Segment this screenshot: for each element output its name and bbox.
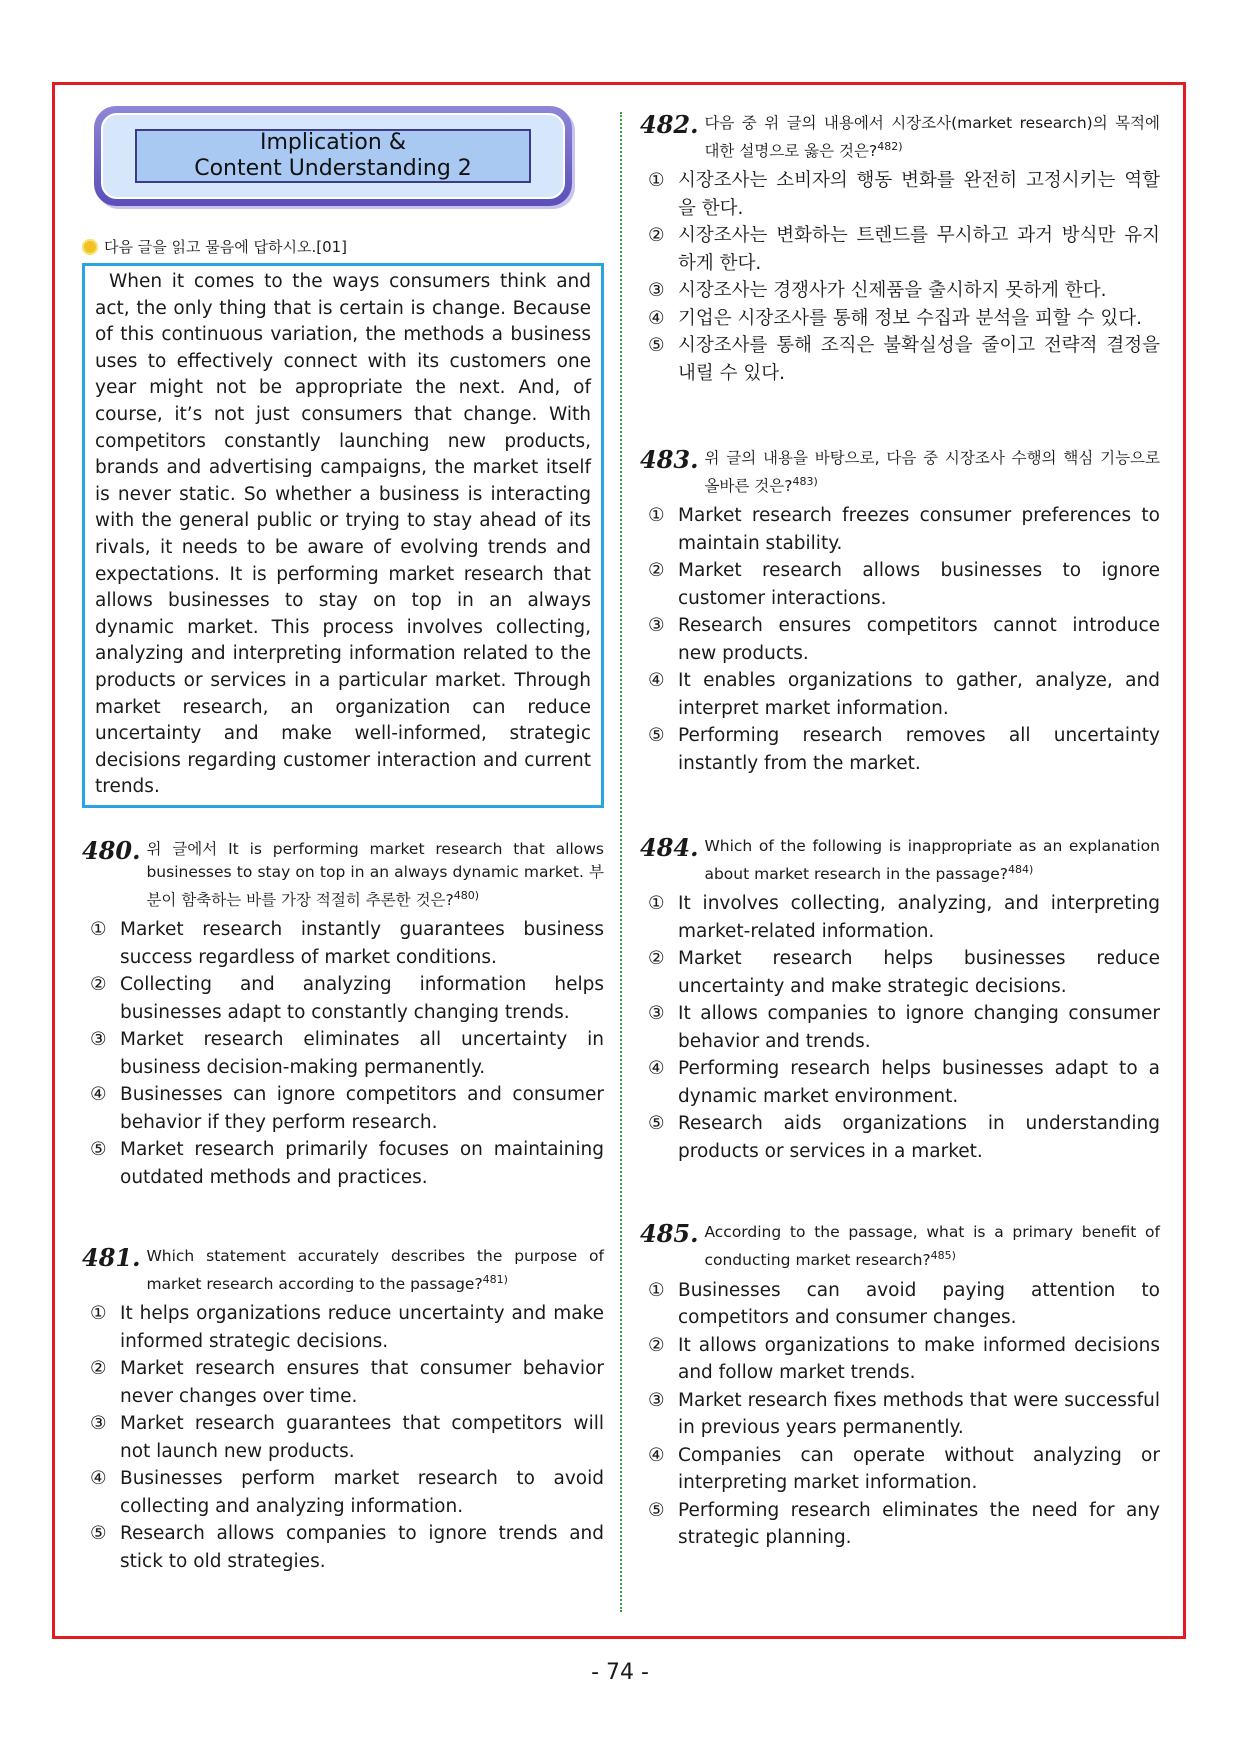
option-1[interactable]: ① Market research freezes consumer preferences to maintain stability.	[648, 505, 1160, 554]
title-badge	[94, 106, 572, 206]
question-480: 480. 위 글에서 It is performing market research that allows businesses to stay on top in an always dynamic market. 부분이 함축하는 바를 가장 적절히 추론한 것은?$^{480)}$ ① Market research instantly guarantees business success regardless of market conditions. ② Collecting and analyzing information helps businesses adapt to constantly changing trends. ③ Market research eliminates all uncertainty in business decision-making permanently. ④ Businesses can ignore competitors and consumer behavior if they perform research. ⑤ Market research primarily focuses on maintaining outdated methods and practices.	[82, 838, 604, 1191]
option-2[interactable]: ② Market research helps businesses reduce uncertainty and make strategic decisions.	[648, 948, 1160, 997]
option-5[interactable]: ⑤ Performing research removes all uncertainty instantly from the market.	[648, 725, 1160, 774]
question-number: 483.	[640, 445, 699, 475]
option-2[interactable]: ② Market research allows businesses to ignore customer interactions.	[648, 560, 1160, 609]
option-2[interactable]: ② 시장조사는 변화하는 트렌드를 무시하고 과거 방식만 유지하게 한다.	[648, 225, 1160, 274]
option-1[interactable]: ① Market research instantly guarantees business success regardless of market conditions.	[90, 919, 604, 968]
options-list	[640, 890, 1160, 1165]
options-list	[640, 1277, 1160, 1552]
page-title: Implication & Content Understanding 2	[194, 130, 472, 181]
option-4[interactable]: ④ It enables organizations to gather, analyze, and interpret market information.	[648, 670, 1160, 719]
question-484: 484. Which of the following is inappropriate as an explanation about market research in the passage?$^{484)}$ ① It involves collecting, analyzing, and interpreting market-related information. ② Market research helps businesses reduce uncertainty and make strategic decisions. ③ It allows companies to ignore changing consumer behavior and trends. ④ Performing research helps businesses adapt to a dynamic market environment. ⑤ Research aids organizations in understanding products or services in a market.	[640, 835, 1160, 1165]
option-4[interactable]: ④ Businesses can ignore competitors and consumer behavior if they perform research.	[90, 1084, 604, 1133]
option-2[interactable]: ② Market research ensures that consumer behavior never changes over time.	[90, 1358, 604, 1407]
options-list	[640, 502, 1160, 777]
option-5[interactable]: ⑤ 시장조사를 통해 조직은 불확실성을 줄이고 전략적 결정을 내릴 수 있다.	[648, 335, 1160, 384]
option-5[interactable]: ⑤ Research aids organizations in understanding products or services in a market.	[648, 1113, 1160, 1162]
option-4[interactable]: ④ Companies can operate without analyzing or interpreting market information.	[648, 1444, 1160, 1494]
column-divider	[620, 112, 622, 1612]
question-number: 481.	[82, 1243, 141, 1273]
option-3[interactable]: ③ Market research fixes methods that were successful in previous years permanently.	[648, 1389, 1160, 1439]
option-1[interactable]: ① 시장조사는 소비자의 행동 변화를 완전히 고정시키는 역할을 한다.	[648, 170, 1160, 219]
question-text: According to the passage, what is a primary benefit of conducting market research?	[704, 1223, 1160, 1270]
question-text: Which of the following is inappropriate as an explanation about market research in the passage?	[704, 837, 1160, 884]
option-4[interactable]: ④ 기업은 시장조사를 통해 정보 수집과 분석을 피할 수 있다.	[648, 307, 1142, 329]
question-text: 위 글의 내용을 바탕으로, 다음 중 시장조사 수행의 핵심 기능으로 올바른 것은?	[704, 449, 1160, 496]
option-3[interactable]: ③ It allows companies to ignore changing consumer behavior and trends.	[648, 1003, 1160, 1052]
question-483: 483. 위 글의 내용을 바탕으로, 다음 중 시장조사 수행의 핵심 기능으로 올바른 것은?$^{483)}$ ① Market research freezes consumer preferences to maintain stability. ② Market research allows businesses to ignore customer interactions. ③ Research ensures competitors cannot introduce new products. ④ It enables organizations to gather, analyze, and interpret market information. ⑤ Performing research removes all uncertainty instantly from the market.	[640, 447, 1160, 777]
instruction: 다음 글을 읽고 물음에 답하시오.[01]	[82, 236, 604, 257]
option-2[interactable]: ② It allows organizations to make informed decisions and follow market trends.	[648, 1334, 1160, 1384]
option-5[interactable]: ⑤ Performing research eliminates the need for any strategic planning.	[648, 1499, 1160, 1549]
option-2[interactable]: ② Collecting and analyzing information helps businesses adapt to constantly changing trends.	[90, 974, 604, 1023]
question-number: 482.	[640, 110, 699, 139]
left-column	[82, 106, 604, 1575]
options-list	[640, 167, 1160, 387]
right-column	[640, 112, 1160, 1552]
option-1[interactable]: ① Businesses can avoid paying attention to competitors and consumer changes.	[648, 1279, 1160, 1329]
question-number: 484.	[640, 833, 699, 863]
question-485: 485. According to the passage, what is a primary benefit of conducting market research?$^{485)}$ ① Businesses can avoid paying attention to competitors and consumer changes. ② It allows organizations to make informed decisions and follow market trends. ③ Market research fixes methods that were successful in previous years permanently. ④ Companies can operate without analyzing or interpreting market information. ⑤ Performing research eliminates the need for any strategic planning.	[640, 1221, 1160, 1551]
question-number: 485.	[640, 1219, 699, 1249]
flower-icon	[82, 239, 98, 255]
option-3[interactable]: ③ Research ensures competitors cannot introduce new products.	[648, 615, 1160, 664]
option-5[interactable]: ⑤ Market research primarily focuses on maintaining outdated methods and practices.	[90, 1139, 604, 1188]
options-list	[82, 1300, 604, 1575]
question-text: 다음 중 위 글의 내용에서 시장조사(market research)의 목적에 대한 설명으로 옳은 것은?	[704, 114, 1160, 161]
option-3[interactable]: ③ Market research eliminates all uncertainty in business decision-making permanently.	[90, 1029, 604, 1078]
question-481: 481. Which statement accurately describes the purpose of market research according to the passage?$^{481)}$ ① It helps organizations reduce uncertainty and make informed strategic decisions. ② Market research ensures that consumer behavior never changes over time. ③ Market research guarantees that competitors will not launch new products. ④ Businesses perform market research to avoid collecting and analyzing information. ⑤ Research allows companies to ignore trends and stick to old strategies.	[82, 1245, 604, 1575]
question-text: Which statement accurately describes the purpose of market research according to the passage?	[146, 1247, 604, 1294]
options-list	[82, 916, 604, 1191]
question-482: 482. 다음 중 위 글의 내용에서 시장조사(market research)의 목적에 대한 설명으로 옳은 것은?$^{482)}$ ① 시장조사는 소비자의 행동 변화를 완전히 고정시키는 역할을 한다. ② 시장조사는 변화하는 트렌드를 무시하고 과거 방식만 유지하게 한다. ③ 시장조사는 경쟁사가 신제품을 출시하지 못하게 한다. ④ 기업은 시장조사를 통해 정보 수집과 분석을 피할 수 있다. ⑤ 시장조사를 통해 조직은 불확실성을 줄이고 전략적 결정을 내릴 수 있다.	[640, 112, 1160, 387]
option-5[interactable]: ⑤ Research allows companies to ignore trends and stick to old strategies.	[90, 1523, 604, 1572]
option-4[interactable]: ④ Performing research helps businesses adapt to a dynamic market environment.	[648, 1058, 1160, 1107]
question-number: 480.	[82, 835, 141, 865]
option-1[interactable]: ① It involves collecting, analyzing, and interpreting market-related information.	[648, 893, 1160, 942]
question-text: 위 글에서 It is performing market research that allows businesses to stay on top in an always dynamic market. 부분이 함축하는 바를 가장 적절히 추론한 것은?	[146, 839, 604, 910]
page-number: - 74 -	[591, 1660, 649, 1685]
option-3[interactable]: ③ Market research guarantees that competitors will not launch new products.	[90, 1413, 604, 1462]
option-1[interactable]: ① It helps organizations reduce uncertainty and make informed strategic decisions.	[90, 1303, 604, 1352]
option-4[interactable]: ④ Businesses perform market research to avoid collecting and analyzing information.	[90, 1468, 604, 1517]
reading-passage: When it comes to the ways consumers think and act, the only thing that is certain is change. Because of this continuous variation, the methods a business uses to effectively connect with its customers one year might not be appropriate the next. And, of course, it’s not just consumers that change. With competitors constantly launching new products, brands and advertising campaigns, the market itself is never static. So whether a business is interacting with the general public or trying to stay ahead of its rivals, it needs to be aware of evolving trends and expectations. It is performing market research that allows businesses to stay on top in an always dynamic market. This process involves collecting, analyzing and interpreting information related to the products or services in a particular market. Through market research, an organization can reduce uncertainty and make well-informed, strategic decisions regarding customer interaction and current trends.	[82, 263, 604, 808]
option-3[interactable]: ③ 시장조사는 경쟁사가 신제품을 출시하지 못하게 한다.	[648, 280, 1107, 302]
